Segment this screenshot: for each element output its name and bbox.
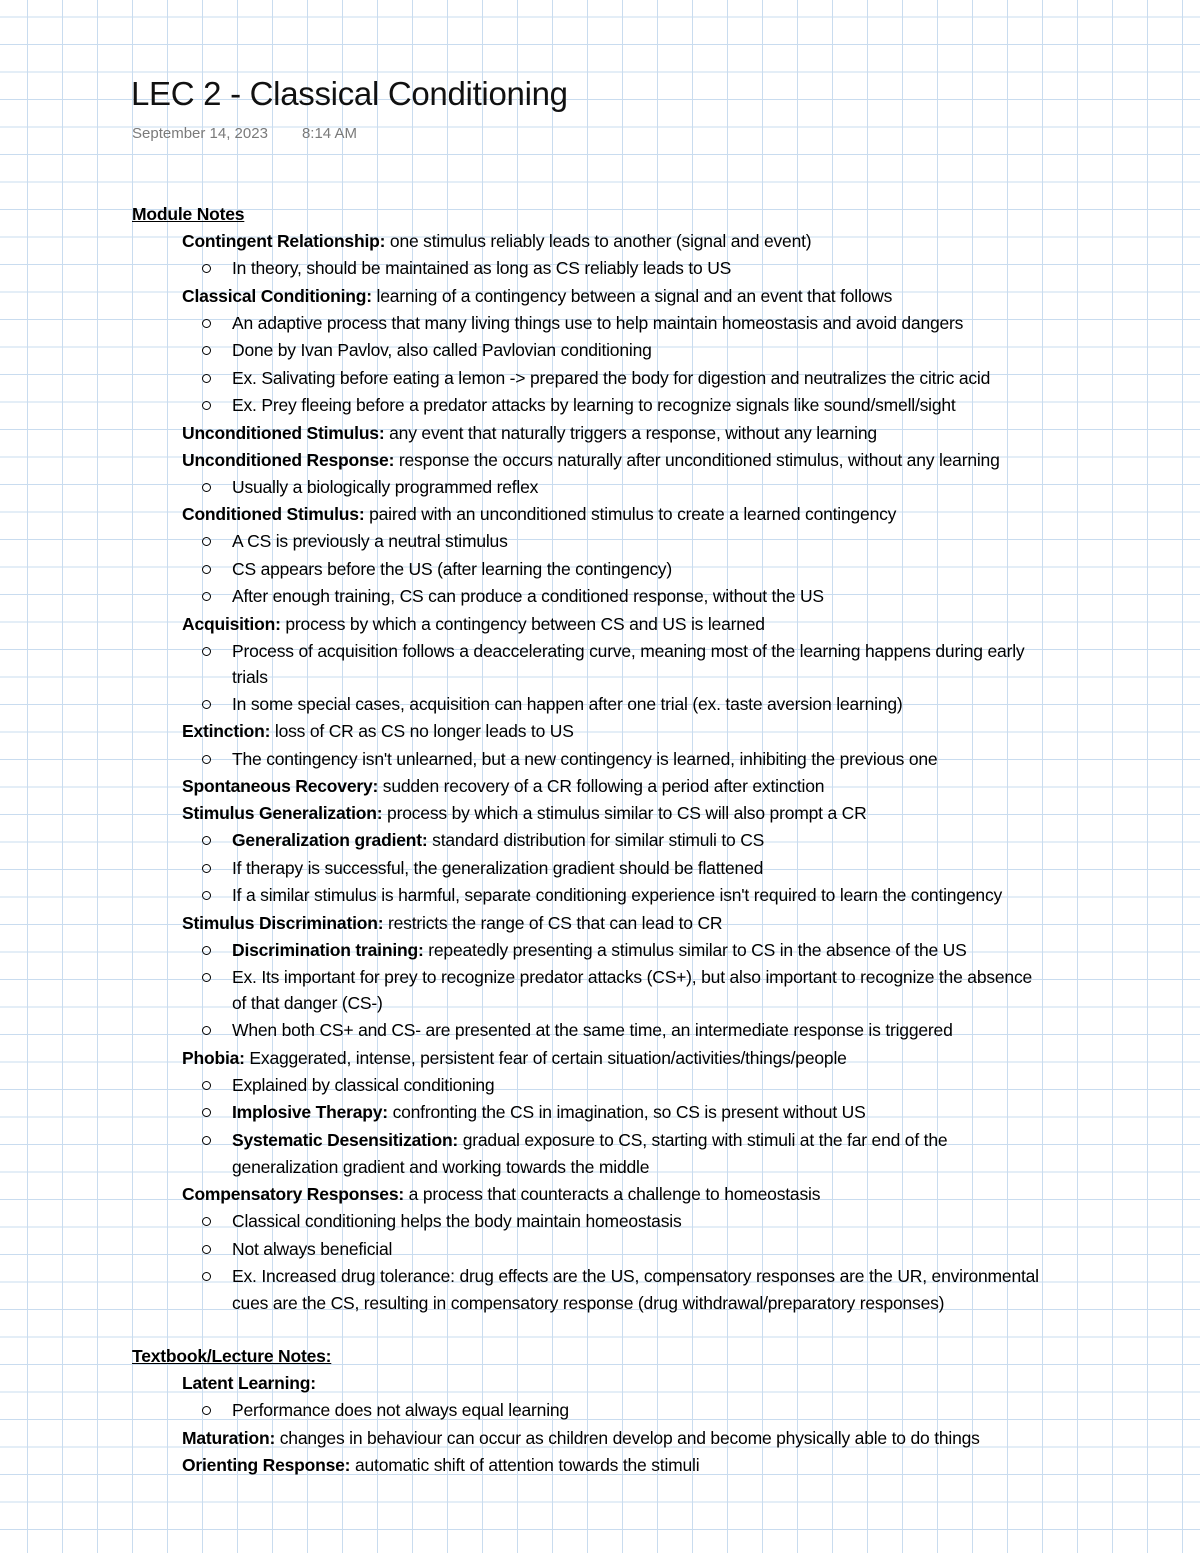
- bullet-circle-icon: [202, 401, 211, 410]
- bullet-circle-icon: [202, 374, 211, 383]
- bullet-item: Done by Ivan Pavlov, also called Pavlovian conditioning: [232, 337, 652, 364]
- bullet-circle-icon: [202, 264, 211, 273]
- bullet-item: Ex. Prey fleeing before a predator attacks by learning to recognize signals like sound/smell/sight: [232, 392, 956, 419]
- bullet-circle-icon: [202, 1245, 211, 1254]
- bullet-circle-icon: [202, 537, 211, 546]
- term-line: Latent Learning:: [182, 1373, 316, 1393]
- page-meta: [132, 125, 357, 142]
- term-line: Spontaneous Recovery: sudden recovery of a CR following a period after extinction: [182, 776, 825, 796]
- bullet-circle-icon: [202, 755, 211, 764]
- bullet-circle-icon: [202, 973, 211, 982]
- bullet-item: A CS is previously a neutral stimulus: [232, 528, 508, 555]
- bullet-circle-icon: [202, 1081, 211, 1090]
- bullet-item: Performance does not always equal learning: [232, 1397, 569, 1424]
- term-line: Unconditioned Response: response the occurs naturally after unconditioned stimulus, without any learning: [182, 450, 1000, 470]
- bullet-circle-icon: [202, 1026, 211, 1035]
- bullet-continuation: generalization gradient and working towards the middle: [232, 1157, 650, 1177]
- bullet-item: Ex. Salivating before eating a lemon -> prepared the body for digestion and neutralizes the citric acid: [232, 365, 990, 392]
- bullet-circle-icon: [202, 864, 211, 873]
- term-line: Compensatory Responses: a process that counteracts a challenge to homeostasis: [182, 1184, 821, 1204]
- bullet-circle-icon: [202, 319, 211, 328]
- bullet-item: After enough training, CS can produce a conditioned response, without the US: [232, 583, 824, 610]
- term-line: Acquisition: process by which a contingency between CS and US is learned: [182, 614, 765, 634]
- bullet-circle-icon: [202, 1136, 211, 1145]
- bullet-circle-icon: [202, 647, 211, 656]
- bullet-item: Generalization gradient: standard distribution for similar stimuli to CS: [232, 827, 764, 854]
- bullet-item: Explained by classical conditioning: [232, 1072, 494, 1099]
- bullet-item: Discrimination training: repeatedly presenting a stimulus similar to CS in the absence of the US: [232, 937, 967, 964]
- bullet-circle-icon: [202, 565, 211, 574]
- page-date: September 14, 2023: [132, 125, 268, 142]
- bullet-continuation: trials: [232, 667, 268, 687]
- term-line: Maturation: changes in behaviour can occur as children develop and become physically able to do things: [182, 1428, 980, 1448]
- bullet-circle-icon: [202, 346, 211, 355]
- bullet-circle-icon: [202, 1108, 211, 1117]
- term-line: Unconditioned Stimulus: any event that naturally triggers a response, without any learning: [182, 423, 877, 443]
- section-heading-textbook-notes: Textbook/Lecture Notes:: [132, 1346, 332, 1366]
- bullet-item: Ex. Its important for prey to recognize predator attacks (CS+), but also important to recognize the absence: [232, 964, 1032, 991]
- bullet-item: Process of acquisition follows a deaccelerating curve, meaning most of the learning happens during early: [232, 638, 1024, 665]
- bullet-item: Not always beneficial: [232, 1236, 392, 1263]
- bullet-item: If a similar stimulus is harmful, separate conditioning experience isn't required to learn the contingency: [232, 882, 1002, 909]
- bullet-item: Ex. Increased drug tolerance: drug effects are the US, compensatory responses are the UR, environmental: [232, 1263, 1039, 1290]
- bullet-continuation: of that danger (CS-): [232, 993, 383, 1013]
- bullet-item: Systematic Desensitization: gradual exposure to CS, starting with stimuli at the far end of the: [232, 1127, 947, 1154]
- page-time: 8:14 AM: [301, 125, 357, 142]
- bullet-item: Implosive Therapy: confronting the CS in imagination, so CS is present without US: [232, 1099, 866, 1126]
- term-line: Conditioned Stimulus: paired with an unconditioned stimulus to create a learned contingency: [182, 504, 897, 524]
- bullet-circle-icon: [202, 700, 211, 709]
- bullet-item: CS appears before the US (after learning the contingency): [232, 556, 672, 583]
- bullet-item: When both CS+ and CS- are presented at the same time, an intermediate response is triggered: [232, 1017, 953, 1044]
- bullet-circle-icon: [202, 483, 211, 492]
- bullet-circle-icon: [202, 1406, 211, 1415]
- bullet-continuation: cues are the CS, resulting in compensatory response (drug withdrawal/preparatory responses): [232, 1293, 945, 1313]
- term-line: Contingent Relationship: one stimulus reliably leads to another (signal and event): [182, 231, 812, 251]
- bullet-circle-icon: [202, 1272, 211, 1281]
- bullet-item: If therapy is successful, the generalization gradient should be flattened: [232, 855, 763, 882]
- term-line: Stimulus Discrimination: restricts the range of CS that can lead to CR: [182, 913, 723, 933]
- term-line: Phobia: Exaggerated, intense, persistent fear of certain situation/activities/things/people: [182, 1048, 847, 1068]
- bullet-circle-icon: [202, 836, 211, 845]
- page-title: LEC 2 - Classical Conditioning: [131, 75, 568, 112]
- bullet-item: In theory, should be maintained as long as CS reliably leads to US: [232, 255, 731, 282]
- term-line: Stimulus Generalization: process by which a stimulus similar to CS will also prompt a CR: [182, 803, 867, 823]
- bullet-item: Usually a biologically programmed reflex: [232, 474, 538, 501]
- bullet-circle-icon: [202, 946, 211, 955]
- bullet-item: Classical conditioning helps the body maintain homeostasis: [232, 1208, 682, 1235]
- bullet-item: An adaptive process that many living things use to help maintain homeostasis and avoid dangers: [232, 310, 963, 337]
- bullet-item: The contingency isn't unlearned, but a new contingency is learned, inhibiting the previous one: [232, 746, 937, 773]
- term-line: Extinction: loss of CR as CS no longer leads to US: [182, 721, 574, 741]
- bullet-circle-icon: [202, 1217, 211, 1226]
- term-line: Orienting Response: automatic shift of attention towards the stimuli: [182, 1455, 700, 1475]
- section-heading-module-notes: Module Notes: [132, 204, 245, 224]
- term-line: Classical Conditioning: learning of a contingency between a signal and an event that follows: [182, 286, 893, 306]
- bullet-item: In some special cases, acquisition can happen after one trial (ex. taste aversion learning): [232, 691, 903, 718]
- bullet-circle-icon: [202, 891, 211, 900]
- bullet-circle-icon: [202, 592, 211, 601]
